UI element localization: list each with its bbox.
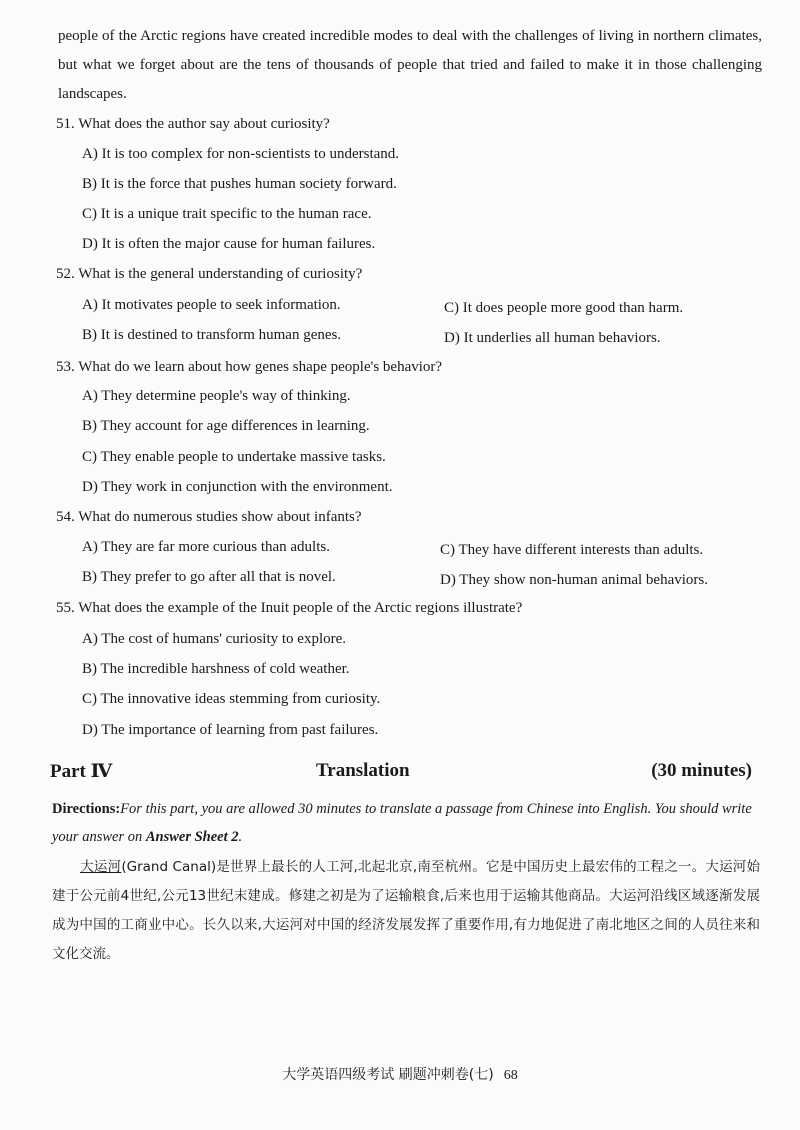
part-time: (30 minutes) xyxy=(651,760,752,781)
directions xyxy=(52,795,760,851)
question-51-option-b[interactable]: B) It is the force that pushes human society forward. xyxy=(82,176,397,192)
question-54-option-a[interactable]: A) They are far more curious than adults. xyxy=(82,539,330,555)
footer-title: 大学英语四级考试 刷题冲刺卷(七) xyxy=(282,1067,494,1083)
question-52-option-b[interactable]: B) It is destined to transform human genes. xyxy=(82,327,342,343)
translation-text: (Grand Canal)是世界上最长的人工河,北起北京,南至杭州。它是中国历史上最宏伟的工程之一。大运河始建于公元前4世纪,公元13世纪末建成。修建之初是为了运输粮食,后来也用于运输其他商品。大运河沿线区域逐渐发展成为中国的工商业中心。长久以来,大运河对中国的经济发展发挥了重要作用,有力地促进了南北地区之间的人员往来和文化交流。 xyxy=(52,859,761,962)
question-53-option-c[interactable]: C) They enable people to undertake massive tasks. xyxy=(82,449,386,465)
question-51-option-d[interactable]: D) It is often the major cause for human failures. xyxy=(82,236,376,252)
part-title: Translation xyxy=(316,760,410,781)
page-number: 68 xyxy=(503,1068,518,1083)
part-label: Part Ⅳ xyxy=(50,761,113,782)
question-54-stem: 54. What do numerous studies show about infants? xyxy=(56,509,362,525)
passage-text: people of the Arctic regions have created incredible modes to deal with the challenges of living in northern climates, but what we forget about are the tens of thousands of people that tried and failed to make it in those challenging landscapes. xyxy=(58,28,762,102)
question-55-option-d[interactable]: D) The importance of learning from past failures. xyxy=(82,722,379,738)
question-55-option-b[interactable]: B) The incredible harshness of cold weather. xyxy=(82,661,350,677)
question-55-stem: 55. What does the example of the Inuit people of the Arctic regions illustrate? xyxy=(56,600,523,616)
question-54-option-b[interactable]: B) They prefer to go after all that is novel. xyxy=(82,569,336,585)
question-51-option-c[interactable]: C) It is a unique trait specific to the human race. xyxy=(82,206,372,222)
question-53-option-a[interactable]: A) They determine people's way of thinking. xyxy=(82,388,351,404)
page-footer xyxy=(0,1064,800,1084)
question-53-stem: 53. What do we learn about how genes shape people's behavior? xyxy=(56,359,443,375)
question-53-option-d[interactable]: D) They work in conjunction with the environment. xyxy=(82,479,393,495)
question-53-option-b[interactable]: B) They account for age differences in learning. xyxy=(82,418,370,434)
question-52-option-a[interactable]: A) It motivates people to seek information. xyxy=(82,297,341,313)
answer-sheet-ref: Answer Sheet 2 xyxy=(145,829,239,845)
question-52-stem: 52. What is the general understanding of curiosity? xyxy=(56,266,363,282)
question-55-option-a[interactable]: A) The cost of humans' curiosity to explore. xyxy=(82,631,347,647)
directions-end: . xyxy=(238,829,243,845)
directions-text: For this part, you are allowed 30 minutes to translate a passage from Chinese into English. You should write your answer on xyxy=(52,801,752,845)
directions-label: Directions: xyxy=(52,801,121,817)
translation-passage xyxy=(52,853,760,969)
question-54-option-d[interactable]: D) They show non-human animal behaviors. xyxy=(440,572,709,588)
translation-term: 大运河 xyxy=(80,859,122,875)
question-54-option-c[interactable]: C) They have different interests than adults. xyxy=(440,542,704,558)
question-51-option-a[interactable]: A) It is too complex for non-scientists to understand. xyxy=(82,146,400,162)
question-52-option-c[interactable]: C) It does people more good than harm. xyxy=(444,300,684,316)
question-55-option-c[interactable]: C) The innovative ideas stemming from curiosity. xyxy=(82,691,381,707)
question-51-stem: 51. What does the author say about curiosity? xyxy=(56,116,330,132)
question-52-option-d[interactable]: D) It underlies all human behaviors. xyxy=(444,330,661,346)
